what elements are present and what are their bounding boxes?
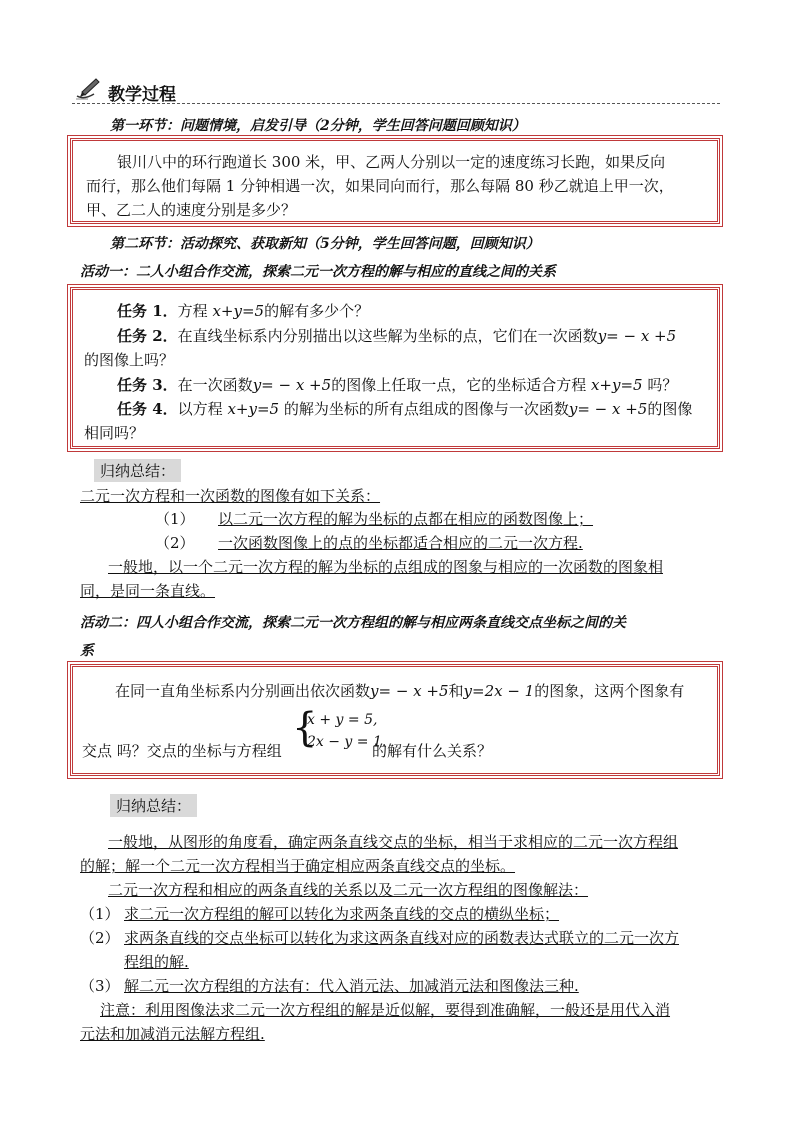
- summary2-note-b: 元法和加减消元法解方程组.: [80, 1025, 265, 1043]
- task-4: 任务 4．以方程 x+y=5 的解为坐标的所有点组成的图像与一次函数y= − x +5的图像: [117, 400, 693, 418]
- section2-heading: 第二环节：活动探究、获取新知（5分钟，学生回答问题，回顾知识）: [110, 236, 540, 252]
- task-2: 任务 2．在直线坐标系内分别描出以这些解为坐标的点，它们在一次函数y= − x +5: [117, 327, 677, 345]
- summary2-item1-num: （1）: [80, 905, 120, 923]
- summary2-p1-b: 的解；解一个二元一次方程相当于确定相应两条直线交点的坐标。: [80, 857, 516, 875]
- task-2-cont: 的图像上吗？: [84, 351, 175, 369]
- summary2-item3-num: （3）: [80, 977, 120, 995]
- section1-heading: 第一环节：问题情境，启发引导（2分钟，学生回答问题回顾知识）: [110, 118, 526, 134]
- activity2-question-2b: 的解有什么关系？: [372, 742, 493, 760]
- summary2-p1-a: 一般地，从图形的角度看，确定两条直线交点的坐标，相当于求相应的二元一次方程组: [108, 833, 679, 851]
- summary2-item2-num: （2）: [80, 929, 120, 947]
- summary2-item1: 求二元一次方程组的解可以转化为求两条直线的交点的横纵坐标；: [124, 905, 560, 923]
- problem-line-2: 而行，那么他们每隔 1 分钟相遇一次，如果同向而行，那么每隔 80 秒乙就追上甲一次，: [86, 177, 674, 195]
- summary2-item3: 解二元一次方程组的方法有：代入消元法、加减消元法和图像法三种.: [124, 977, 579, 995]
- summary2-p2: 二元一次方程和相应的两条直线的关系以及二元一次方程组的图像解法：: [108, 881, 589, 899]
- summary2-label: 归纳总结：: [110, 794, 197, 817]
- summary1-item1-num: （1）: [155, 510, 195, 528]
- problem-line-3: 甲、乙二人的速度分别是多少？: [86, 201, 297, 219]
- problem-line-1: 银川八中的环行跑道长 300 米，甲、乙两人分别以一定的速度练习长跑，如果反向: [117, 153, 666, 171]
- activity1-heading: 活动一：二人小组合作交流，探索二元一次方程的解与相应的直线之间的关系: [80, 264, 556, 280]
- header-divider: [72, 103, 720, 104]
- summary1-general-a: 一般地，以一个二元一次方程的解为坐标的点组成的图象与相应的一次函数的图象相: [108, 558, 664, 576]
- summary1-label: 归纳总结：: [94, 459, 181, 482]
- task-3: 任务 3．在一次函数y= − x +5的图像上任取一点，它的坐标适合方程 x+y=5 吗？: [117, 376, 678, 394]
- activity2-question-1: 在同一直角坐标系内分别画出依次函数y= − x +5和y=2x − 1的图象，这两个图象有: [115, 682, 685, 700]
- task-1: 任务 1．方程 x+y=5的解有多少个？: [117, 302, 370, 320]
- summary1-item1: 以二元一次方程的解为坐标的点都在相应的函数图像上；: [218, 510, 594, 528]
- task-4-cont: 相同吗？: [84, 424, 145, 442]
- summary2-note-a: 注意：利用图像法求二元一次方程组的解是近似解，要得到准确解，一般还是用代入消: [100, 1001, 671, 1019]
- activity2-heading-cont: 系: [80, 643, 94, 659]
- equation-2: 2x − y = 1.: [307, 734, 387, 750]
- section-title: 教学过程: [108, 85, 176, 105]
- equation-1: x + y = 5,: [307, 712, 378, 728]
- pen-icon: [74, 76, 102, 102]
- summary2-item2-b: 程组的解.: [124, 953, 189, 971]
- summary1-item2-num: （2）: [155, 534, 195, 552]
- summary2-item2-a: 求两条直线的交点坐标可以转化为求这两条直线对应的函数表达式联立的二元一次方: [124, 929, 680, 947]
- summary1-general-b: 同，是同一条直线。: [80, 582, 216, 600]
- activity2-heading: 活动二：四人小组合作交流，探索二元一次方程组的解与相应两条直线交点坐标之间的关: [80, 615, 626, 631]
- equation-brace: {: [292, 705, 318, 751]
- summary1-intro: 二元一次方程和一次函数的图像有如下关系：: [80, 487, 381, 505]
- summary1-item2: 一次函数图像上的点的坐标都适合相应的二元一次方程.: [218, 534, 583, 552]
- activity2-question-2a: 交点 吗？交点的坐标与方程组: [82, 742, 282, 760]
